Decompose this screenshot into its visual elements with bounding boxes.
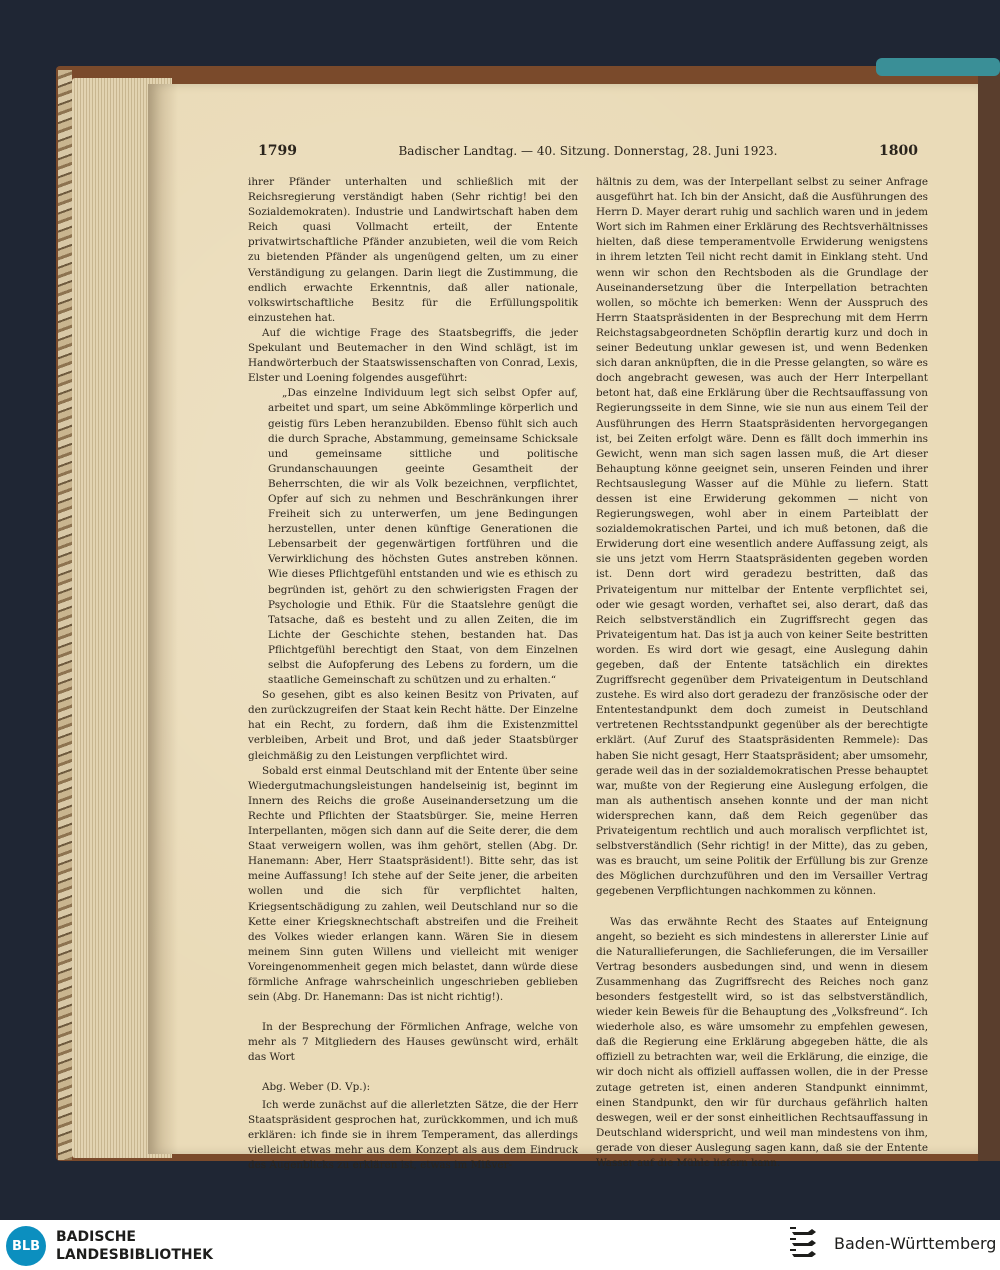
paragraph: hältnis zu dem, was der Interpellant selbst zu seiner Anfrage ausgeführt hat. Ich bin der Ansicht, daß die Ausführungen des Herrn D. Mayer derart ruhig und sachlich waren und in jedem Wort sich im Rahmen einer Erklärung des Rechtsverhältnisses hielten, daß diese temperamentvolle Erwiderung wenigstens in ihrem letzten Teil nicht recht damit in Einklang steht. Und wenn wir schon den Rechtsboden als die Grundlage der Auseinandersetzung über die Interpellation betrachten wollen, so möchte ich bemerken: Wenn der Ausspruch des Herrn Staatspräsidenten in der Besprechung mit dem Herrn Reichstagsabgeordneten Schöpflin derartig kurz und doch in seiner Bedeutung unklar gewesen ist, und wenn Bedenken sich daran anknüpften, die in die Presse gelangten, so wäre es doch angebracht gewesen, was auch der Herr Interpellant betont hat, daß eine Erklärung über die Rechtsauffassung von Regierungsseite in dem Sinne, wie sie nun aus einem Teil der Ausführungen des Herrn Staatspräsidenten hervorgegangen ist, bei Zeiten erfolgt wäre. Denn es fällt doch immerhin ins Gewicht, wenn man sich sagen lassen muß, die Art dieser Behauptung könne geeignet sein, unseren Feinden und ihrer Rechtsauslegung Wasser auf die Mühle zu liefern. Statt dessen ist eine Erwiderung gekommen — nicht von Regierungswegen, wohl aber in einem Parteiblatt der sozialdemokratischen Partei, und ich muß betonen, daß die Erwiderung dort eine wesentlich andere Auffassung zeigt, als sie uns jetzt vom Herrn Staatspräsidenten gegeben worden ist. Denn dort wird geradezu bestritten, daß das Privateigentum nur mittelbar der Entente verpflichtet sei, oder wie gesagt worden, verhaftet sei, also derart, daß das Reich selbstverständlich ein Zugriffsrecht gegen das Privateigentum hat. Das ist ja auch von keiner Seite bestritten worden. Es wird dort wie gesagt, eine Auslegung dahin gegeben, daß der Entente tatsächlich ein direktes Zugriffsrecht gegenüber dem Privateigentum in Deutschland zustehe. Es wird also dort geradezu der französische oder der Ententestandpunkt dem doch zumeist in Deutschland vertretenen Rechtsstandpunkt gegenüber als der berechtigte erklärt. (Auf Zuruf des Staatspräsidenten Remmele): Das haben Sie nicht gesagt, Herr Staatspräsident; aber umsomehr, gerade weil das in der sozialdemokratischen Presse behauptet war, mußte von der Regierung eine Auslegung erfolgen, die man als authentisch ansehen konnte und der man nicht widersprechen kann, daß dem Reich gegenüber das Privateigentum rechtlich und auch moralisch verpflichtet ist, selbstverständlich (Sehr richtig! in der Mitte), das zu geben, was es braucht, um seine Politik der Erfüllung bis zur Grenze des Möglichen durchzuführen und den im Versailler Vertrag gegebenen Verpflichtungen nachkommen zu können.	[596, 176, 928, 898]
institution-name-line1: BADISCHE	[56, 1229, 136, 1245]
state-name[interactable]: Baden-Württemberg	[834, 1234, 997, 1253]
blb-logo[interactable]: BLB	[6, 1226, 46, 1266]
page-number-right: 1800	[879, 143, 918, 159]
text-column-right	[596, 175, 928, 1171]
speaker-heading: Abg. Weber (D. Vp.):	[262, 1081, 371, 1094]
paragraph: Ich werde zunächst auf die allerletzten Sätze, die der Herr Staatspräsident gesprochen hat, zurückkommen, und ich muß erklären: ich finde sie in ihrem Temperament, das allerdings vielleicht etwas mehr aus dem Konzept als aus dem Eindruck des Augenblicks zu erklären ist, etwas im Mißver-	[248, 1098, 578, 1171]
paragraph: So gesehen, gibt es also keinen Besitz von Privaten, auf den zurückzugreifen der Staat kein Recht hätte. Der Einzelne hat ein Recht, zu fordern, daß ihm die Existenzmittel verbleiben, Arbeit und Brot, und daß jeder Staatsbürger gleichmäßig zu den Leistungen verpflichtet wird.	[248, 689, 578, 762]
paragraph: ihrer Pfänder unterhalten und schließlich mit der Reichsregierung verständigt haben (Sehr richtig! bei den Sozialdemokraten). Industrie und Landwirtschaft haben dem Reich quasi Vollmacht erteilt, der Entente privatwirtschaftliche Pfänder anzubieten, weil die vom Reich zu bietenden Pfänder als ungenügend gelten, um zu einer Verständigung zu gelangen. Darin liegt die Zustimmung, die endlich erwachte Erkenntnis, daß aller nationale, volkswirtschaftliche Besitz für die Erfüllungspolitik einzustehen hat.	[248, 176, 578, 324]
text-column-left	[248, 175, 578, 1173]
footer-bar	[0, 1220, 1000, 1270]
page-gutter-shadow	[148, 84, 178, 1154]
page-header	[258, 143, 918, 165]
paragraph: Was das erwähnte Recht des Staates auf Enteignung angeht, so bezieht es sich mindestens in allererster Linie auf die Naturallieferungen, die Sachlieferungen, die im Versailler Vertrag besonders ausbedungen sind, und wenn in diesem Zusammenhang das Zugriffsrecht des Reiches noch ganz besonders festgestellt wird, so ist das selbstverständlich, wieder kein Beweis für die Behauptung des „Volksfreund“. Ich wiederhole also, es wäre umsomehr zu empfehlen gewesen, daß die Regierung eine Erklärung abgegeben hätte, die als offiziell zu betrachten war, weil die Erklärung, die einzige, die wir doch nicht als offiziell auffassen wollen, die in der Presse zutage getreten ist, einen anderen Standpunkt einnimmt, einen Standpunkt, den wir für durchaus gefährlich halten deswegen, weil er der sonst einheitlichen Rechtsauffassung in Deutschland widerspricht, und weil man mindestens von ihm, gerade von dieser Auslegung sagen kann, daß sie der Entente Wasser auf die Mühle liefern kann.	[596, 915, 928, 1169]
book-clip	[876, 58, 1000, 76]
three-lions-icon	[788, 1226, 824, 1264]
quotation: „Das einzelne Individuum legt sich selbst Opfer auf, arbeitet und spart, um seine Abkömmlinge körperlich und geistig fürs Leben heranzubilden. Ebenso fühlt sich auch die durch Sprache, Abstammung, gemeinsame Schicksale und gemeinsame sittliche und politische Grundanschauungen geeinte Gesamtheit der Beherrschten, die wir als Volk bezeichnen, verpflichtet, Opfer auf sich zu nehmen und Beschränkungen ihrer Freiheit sich zu unterwerfen, um jene Bedingungen herzustellen, unter denen künftige Generationen die Lebensarbeit der gegenwärtigen fortführen und die Verwirklichung des höchsten Gutes anstreben können. Wie dieses Pflichtgefühl entstanden und wie es ethisch zu begründen ist, gehört zu den schwierigsten Fragen der Psychologie und Ethik. Für die Staatslehre genügt die Tatsache, daß es besteht und zu allen Zeiten, die im Lichte der Geschichte stehen, bestanden hat. Das Pflichtgefühl berechtigt den Staat, von dem Einzelnen selbst die Aufopferung des Lebens zu fordern, um die staatliche Gemeinschaft zu schützen und zu erhalten.“	[268, 387, 578, 687]
page-number-left: 1799	[258, 143, 297, 159]
marbled-edge	[58, 70, 72, 1160]
running-title: Badischer Landtag. — 40. Sitzung. Donnerstag, 28. Juni 1923.	[398, 144, 778, 158]
institution-name	[56, 1228, 213, 1264]
paragraph: Sobald erst einmal Deutschland mit der Entente über seine Wiedergutmachungsleistungen handelseinig ist, beginnt im Innern des Reichs die große Auseinandersetzung um die Rechte und Pflichten der Staatsbürger. Sie, meine Herren Interpellanten, mögen sich dann auf die Seite derer, die dem Staat verweigern wollen, was ihm gehört, stellen (Abg. Dr. Hanemann: Aber, Herr Staatspräsident!). Bitte sehr, das ist meine Auffassung! Ich stehe auf der Seite jener, die arbeiten wollen und die sich für verpflichtet halten, Kriegsentschädigung zu zahlen, weil Deutschland nur so die Kette einer Kriegsknechtschaft abstreifen und die Freiheit des Volkes wieder erlangen kann. Wären Sie in diesem meinem Sinn guten Willens und vielleicht mit weniger Voreingenommenheit gegen mich belastet, dann würde diese förmliche Anfrage wahrscheinlich ungeschrieben geblieben sein (Abg. Dr. Hanemann: Das ist nicht richtig!).	[248, 764, 578, 1004]
institution-name-line2: LANDESBIBLIOTHEK	[56, 1247, 214, 1263]
paragraph: Auf die wichtige Frage des Staatsbegriffs, die jeder Spekulant und Beutemacher in den Wind schlägt, ist im Handwörterbuch der Staatswissenschaften von Conrad, Lexis, Elster und Loening folgendes ausgeführt:	[248, 326, 578, 385]
paragraph: In der Besprechung der Förmlichen Anfrage, welche von mehr als 7 Mitgliedern des Hauses gewünscht wird, erhält das Wort	[248, 1021, 578, 1064]
right-cover-edge	[978, 66, 1000, 1161]
